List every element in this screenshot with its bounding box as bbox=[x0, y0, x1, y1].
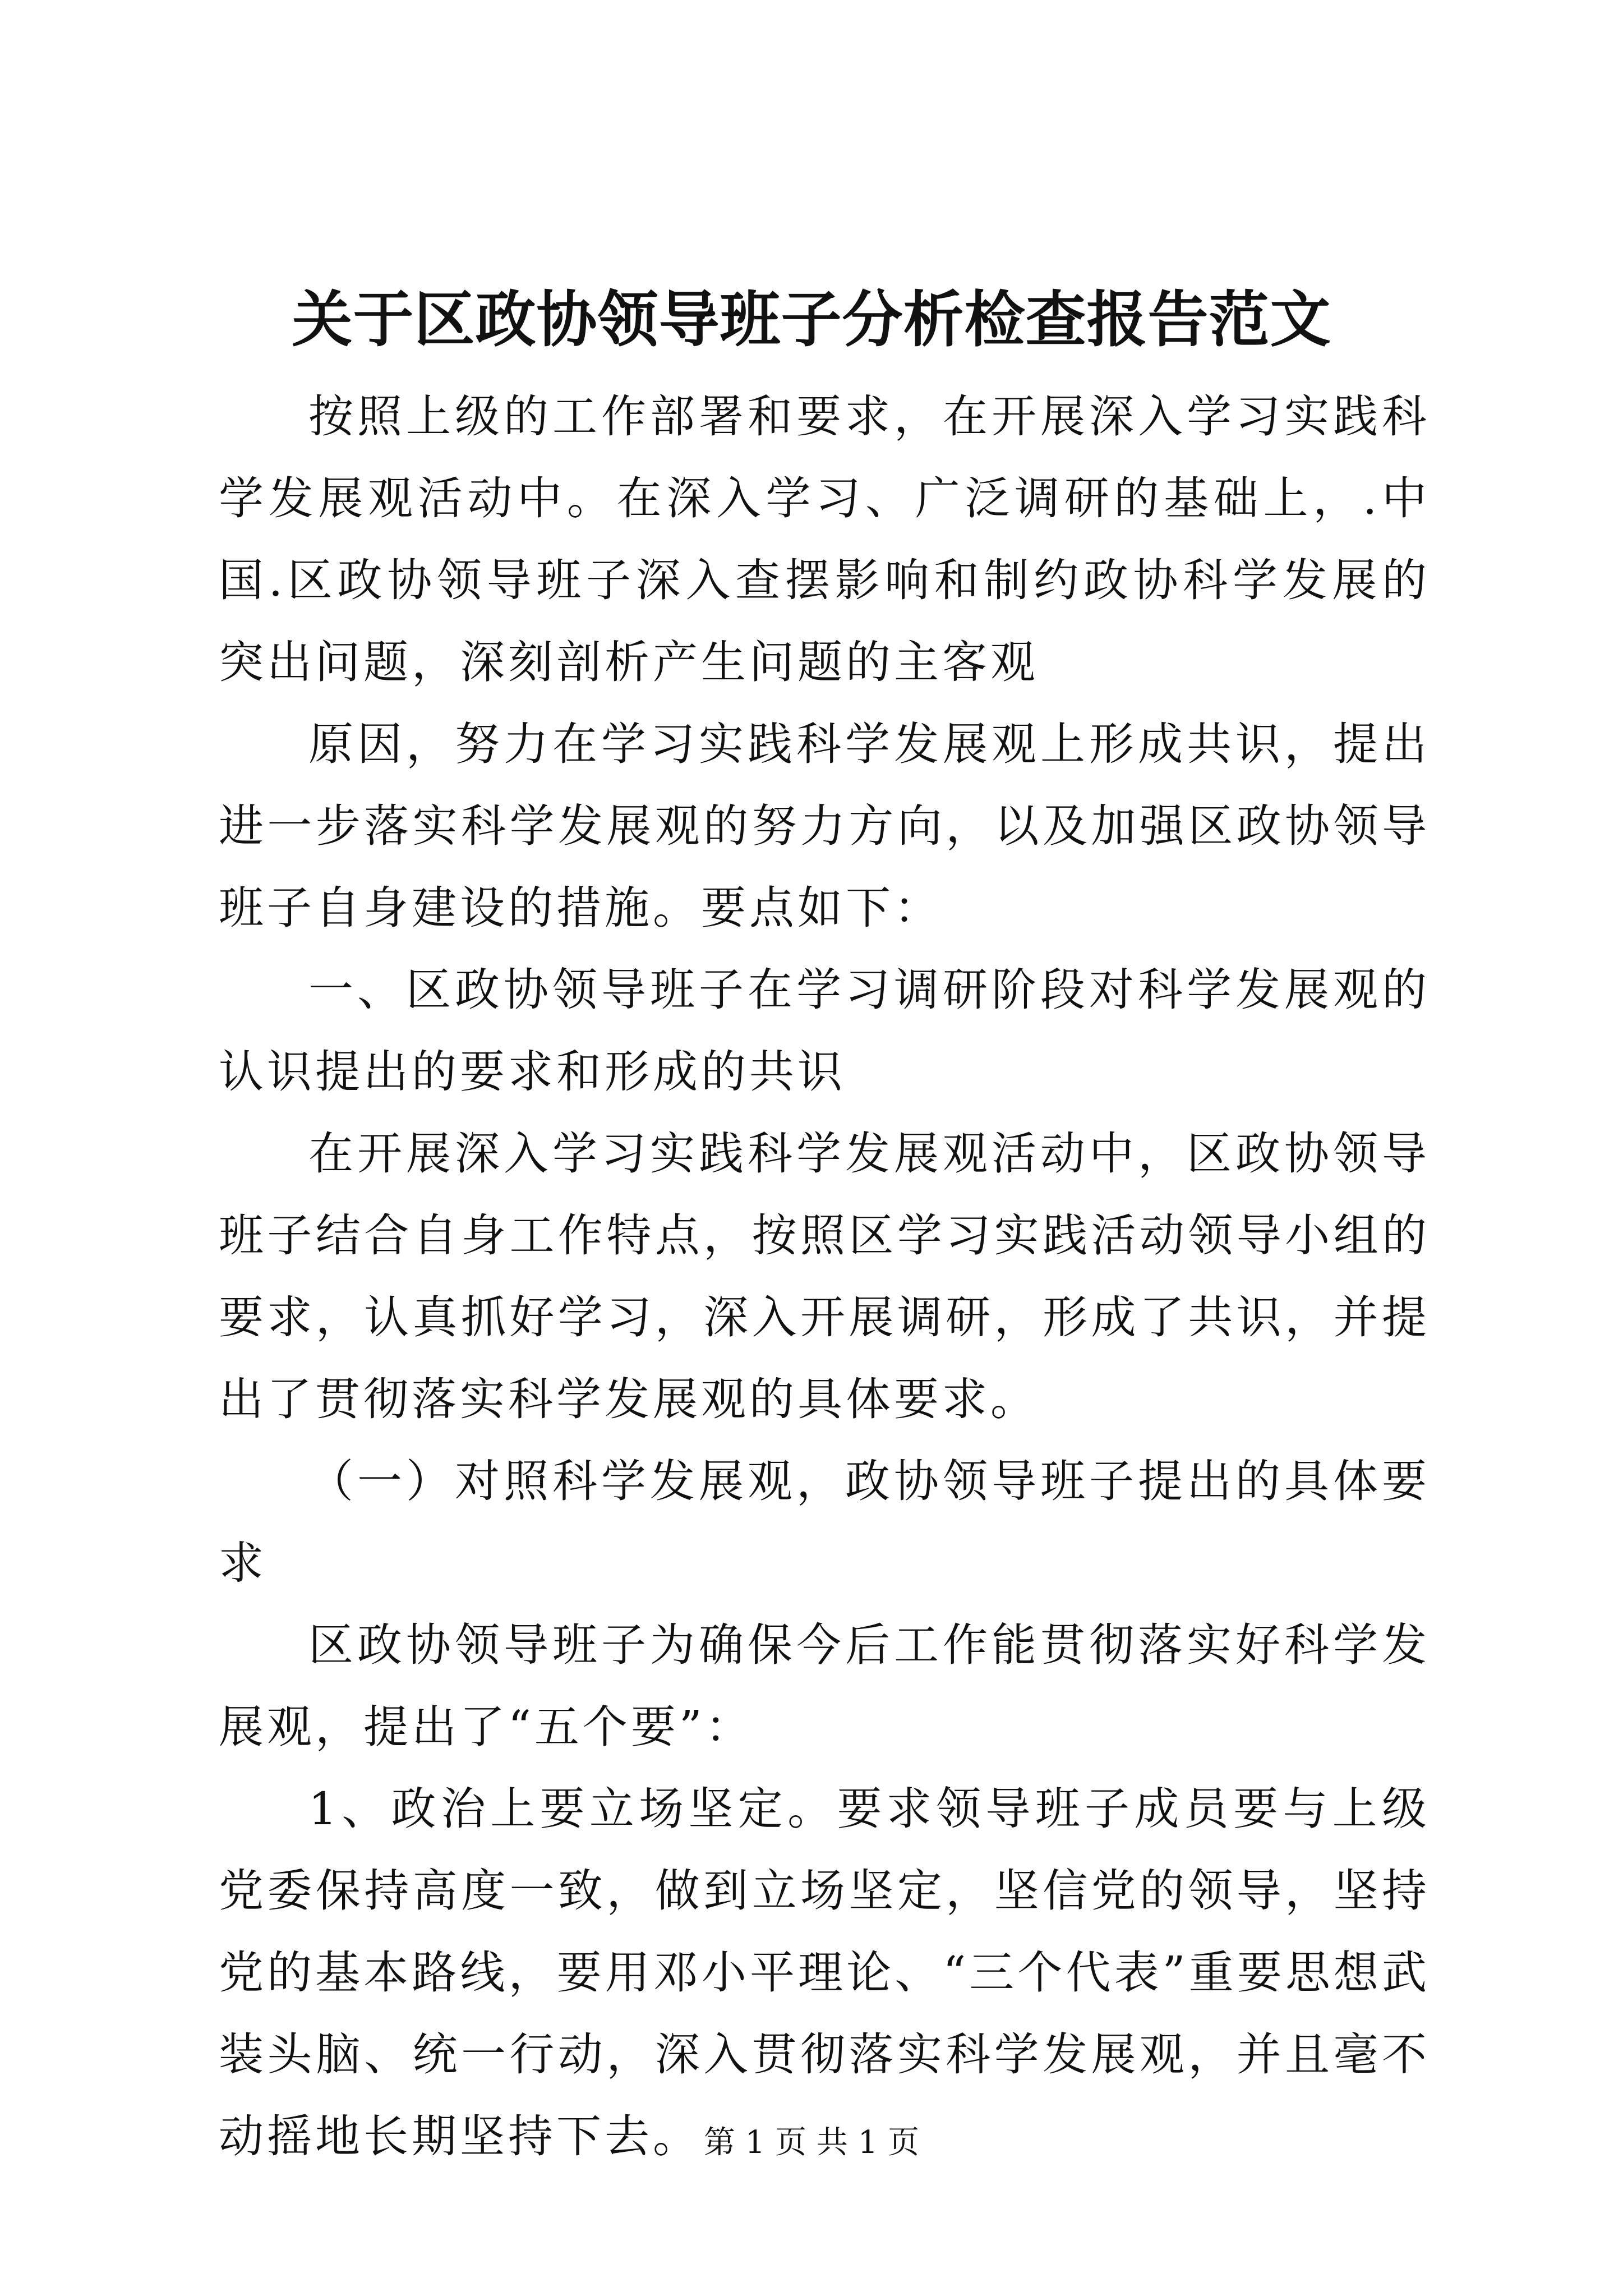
paragraph-3: 在开展深入学习实践科学发展观活动中，区政协领导班子结合自身工作特点，按照区学习实践活动领导小组的要求，认真抓好学习，深入开展调研，形成了共识，并提出了贯彻落实科学发展观的具体要求。 bbox=[219, 1128, 1430, 1425]
paragraph-1: 按照上级的工作部署和要求，在开展深入学习实践科学发展观活动中。在深入学习、广泛调研的基础上，.中国.区政协领导班子深入查摆影响和制约政协科学发展的突出问题，深刻剖析产生问题的主客观 bbox=[219, 390, 1430, 688]
paragraph-4: 区政协领导班子为确保今后工作能贯彻落实好科学发展观，提出了“五个要”： bbox=[219, 1619, 1430, 1753]
page-footer: 第 1 页 共 1 页 bbox=[703, 2124, 920, 2161]
subsection-heading-1: （一）对照科学发展观，政协领导班子提出的具体要求 bbox=[219, 1455, 1430, 1589]
paragraph-2: 原因，努力在学习实践科学发展观上形成共识，提出进一步落实科学发展观的努力方向，以及加强区政协领导班子自身建设的措施。要点如下： bbox=[219, 718, 1430, 934]
document-title: 关于区政协领导班子分析检查报告范文 bbox=[292, 284, 1331, 355]
document-body bbox=[219, 376, 1430, 2178]
paragraph-5: 1、政治上要立场坚定。要求领导班子成员要与上级党委保持高度一致，做到立场坚定，坚信党的领导，坚持党的基本路线，要用邓小平理论、“三个代表”重要思想武装头脑、统一行动，深入贯彻落实科学发展观，并且毫不动摇地长期坚持下去。 bbox=[219, 1783, 1430, 2162]
section-heading-1: 一、区政协领导班子在学习调研阶段对科学发展观的认识提出的要求和形成的共识 bbox=[219, 964, 1430, 1098]
